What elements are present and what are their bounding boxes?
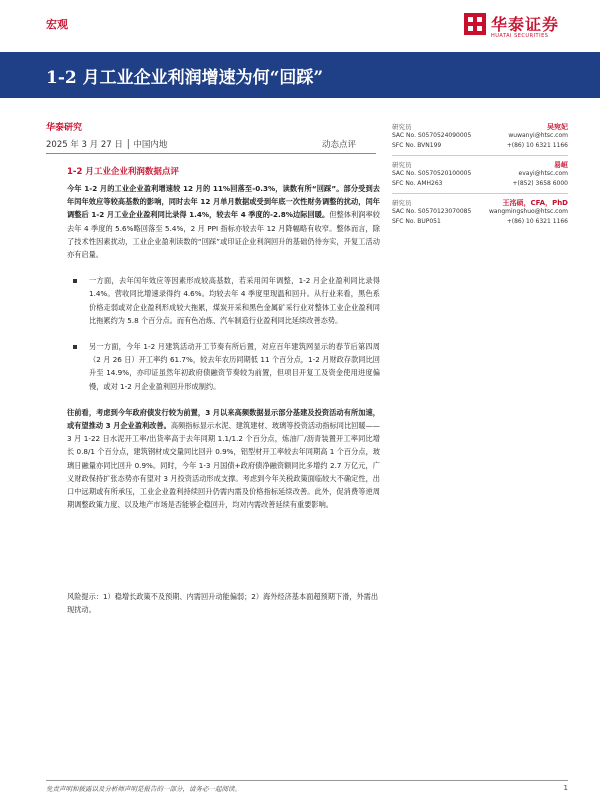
header-divider [46, 153, 376, 154]
logo-text-en: HUATAI SECURITIES [491, 33, 549, 39]
analyst-divider [392, 193, 568, 194]
analyst-email[interactable]: wangmingshuo@htsc.com [488, 208, 568, 215]
category-tag: 宏观 [46, 18, 68, 31]
bullet-item [67, 274, 380, 327]
analyst-divider [392, 155, 568, 156]
analyst-sac: SAC No. S0570524090005 [392, 132, 472, 139]
paragraph-outlook [67, 406, 380, 512]
analyst-sfc: SFC No. BVN199 [392, 142, 442, 149]
report-dateline: 2025 年 3 月 27 日 │ 中国内地 [46, 140, 168, 150]
top-bar [0, 0, 600, 52]
report-body [67, 182, 380, 519]
analyst-sac: SAC No. S0570123070085 [392, 208, 472, 215]
section-subheading: 1-2 月工业企业利润数据点评 [67, 167, 179, 177]
analyst-sfc: SFC No. BUP051 [392, 218, 441, 225]
bullet-item [67, 340, 380, 393]
analyst-sac: SAC No. S0570520100005 [392, 170, 472, 177]
analyst-card [392, 122, 568, 152]
summary-text: 但整体利润率较去年 4 季度的 5.6%略回落至 5.4%，2 月 PPI 指标亦较去年 12 月降幅略有收窄。整体而言，除了技术性因素扰动，工业企业盈利读数的“回踩”或印证企业利润回升的基础仍待夯实，开复工活动亦有启量。 [67, 210, 380, 260]
analyst-card [392, 198, 568, 228]
analyst-phone: +(86) 10 6321 1166 [506, 218, 568, 225]
company-logo [464, 10, 568, 46]
org-name: 华泰研究 [46, 123, 83, 133]
analyst-email[interactable]: evayi@htsc.com [518, 170, 568, 177]
footer-divider [46, 780, 568, 781]
analyst-phone: +(86) 10 6321 1166 [506, 142, 568, 149]
summary-bold-text: 今年 1-2 月的工业企业盈利增速较 12 月的 11%回落至-0.3%，读数有所“回踩”。部分受到去年闰年效应等较高基数的影响，同时去年 12 月单月数据或受到年底一次性财务调整的扰动，闰年调整后 1-2 月工业企业盈利同比录得 1.4%，较去年 4 季度的-2.8%边际回暖。 [67, 184, 380, 220]
analyst-name: 吴宛妃 [547, 123, 568, 131]
disclaimer-footer: 免责声明和披露以及分析师声明是报告的一部分，请务必一起阅读。 [46, 785, 241, 793]
outlook-text: 高频指标显示水泥、建筑建材、玻璃等投资活动指标同比回暖——3 月 1-22 日水泥开工率/出货率高于去年同期 1.1/1.2 个百分点，炼油厂/沥青装置开工率同比增长 0.8/1 个百分点，建筑钢材成交量同比回升 0.9%，铝型材开工率较去年同期高 1 个百分点，玻璃日融量亦同比回升 0.9%。同时，今年 1-3 月国债+政府债净融资额同比多增约 2.7 万亿元，广义财政保持扩张态势亦有望对 3 月投资活动形成支撑。考虑到今年关税政策面临较大不确定性，出口中远期或有所承压，工业企业盈利持续回升仍需内需及价格指标延续改善。此外，促消费等逆周期调整政策力度、以及地产市场是否能够企稳回升，均对内需改善延续有重要影响。 [67, 421, 380, 510]
analyst-name: 易峘 [554, 161, 568, 169]
bullet-icon [73, 279, 77, 283]
outlook-bold-text: 往前看，考虑到今年政府债发行较为前置，3 月以来高频数据显示部分基建及投资活动有所加速，或有望推动 3 月企业盈利改善。 [67, 407, 380, 431]
page-number: 1 [563, 784, 568, 792]
analyst-name: 王洺硕，CFA，PhD [502, 199, 568, 207]
report-title: 1-2 月工业企业利润增速为何“回踩” [46, 68, 324, 88]
analyst-role: 研究员 [392, 161, 412, 169]
logo-text-cn: 华泰证券 [491, 15, 560, 34]
risk-warning: 风险提示：1）稳增长政策不及预期、内需回升动能偏弱；2）海外经济基本面超预期下滑，外需出现扰动。 [67, 592, 379, 614]
analyst-phone: +(852) 3658 6000 [512, 180, 568, 187]
report-type: 动态点评 [322, 140, 357, 150]
analyst-sfc: SFC No. AMH263 [392, 180, 443, 187]
analyst-role: 研究员 [392, 199, 412, 207]
bullet-text-2: 另一方面，今年 1-2 月建筑活动开工节奏有所后置，对应百年建筑网显示的春节后第四周（2 月 26 日）开工率约 61.7%，较去年农历同期低 11 个百分点，1-2 月财政存款同比回升至 14.9%，亦印证虽然年初政府债融资节奏较为前置，但项目开复工及资金使用进度偏慢，或对 1-2 月企业盈利回升形成制约。 [89, 342, 380, 391]
bullet-icon [73, 345, 77, 349]
analyst-role: 研究员 [392, 123, 412, 131]
analyst-card [392, 160, 568, 190]
paragraph-summary [67, 182, 380, 261]
logo-mark-icon [464, 13, 486, 35]
analyst-email[interactable]: wuwanyi@htsc.com [508, 132, 568, 139]
bullet-text-1: 一方面，去年闰年效应等因素形成较高基数，若采用闰年调整，1-2 月企业盈利同比录得 1.4%。营收同比增速录得约 4.6%。均较去年 4 季度里现温和回升。从行业来看，黑色系价格走弱或对企业盈利形成较大拖累，煤炭开采和黑色金属矿采行业对整体工业企业盈利同比拖累约为 5.8 个百分点。而有色冶炼、汽车制造行业盈利同比延续改善态势。 [89, 276, 380, 325]
